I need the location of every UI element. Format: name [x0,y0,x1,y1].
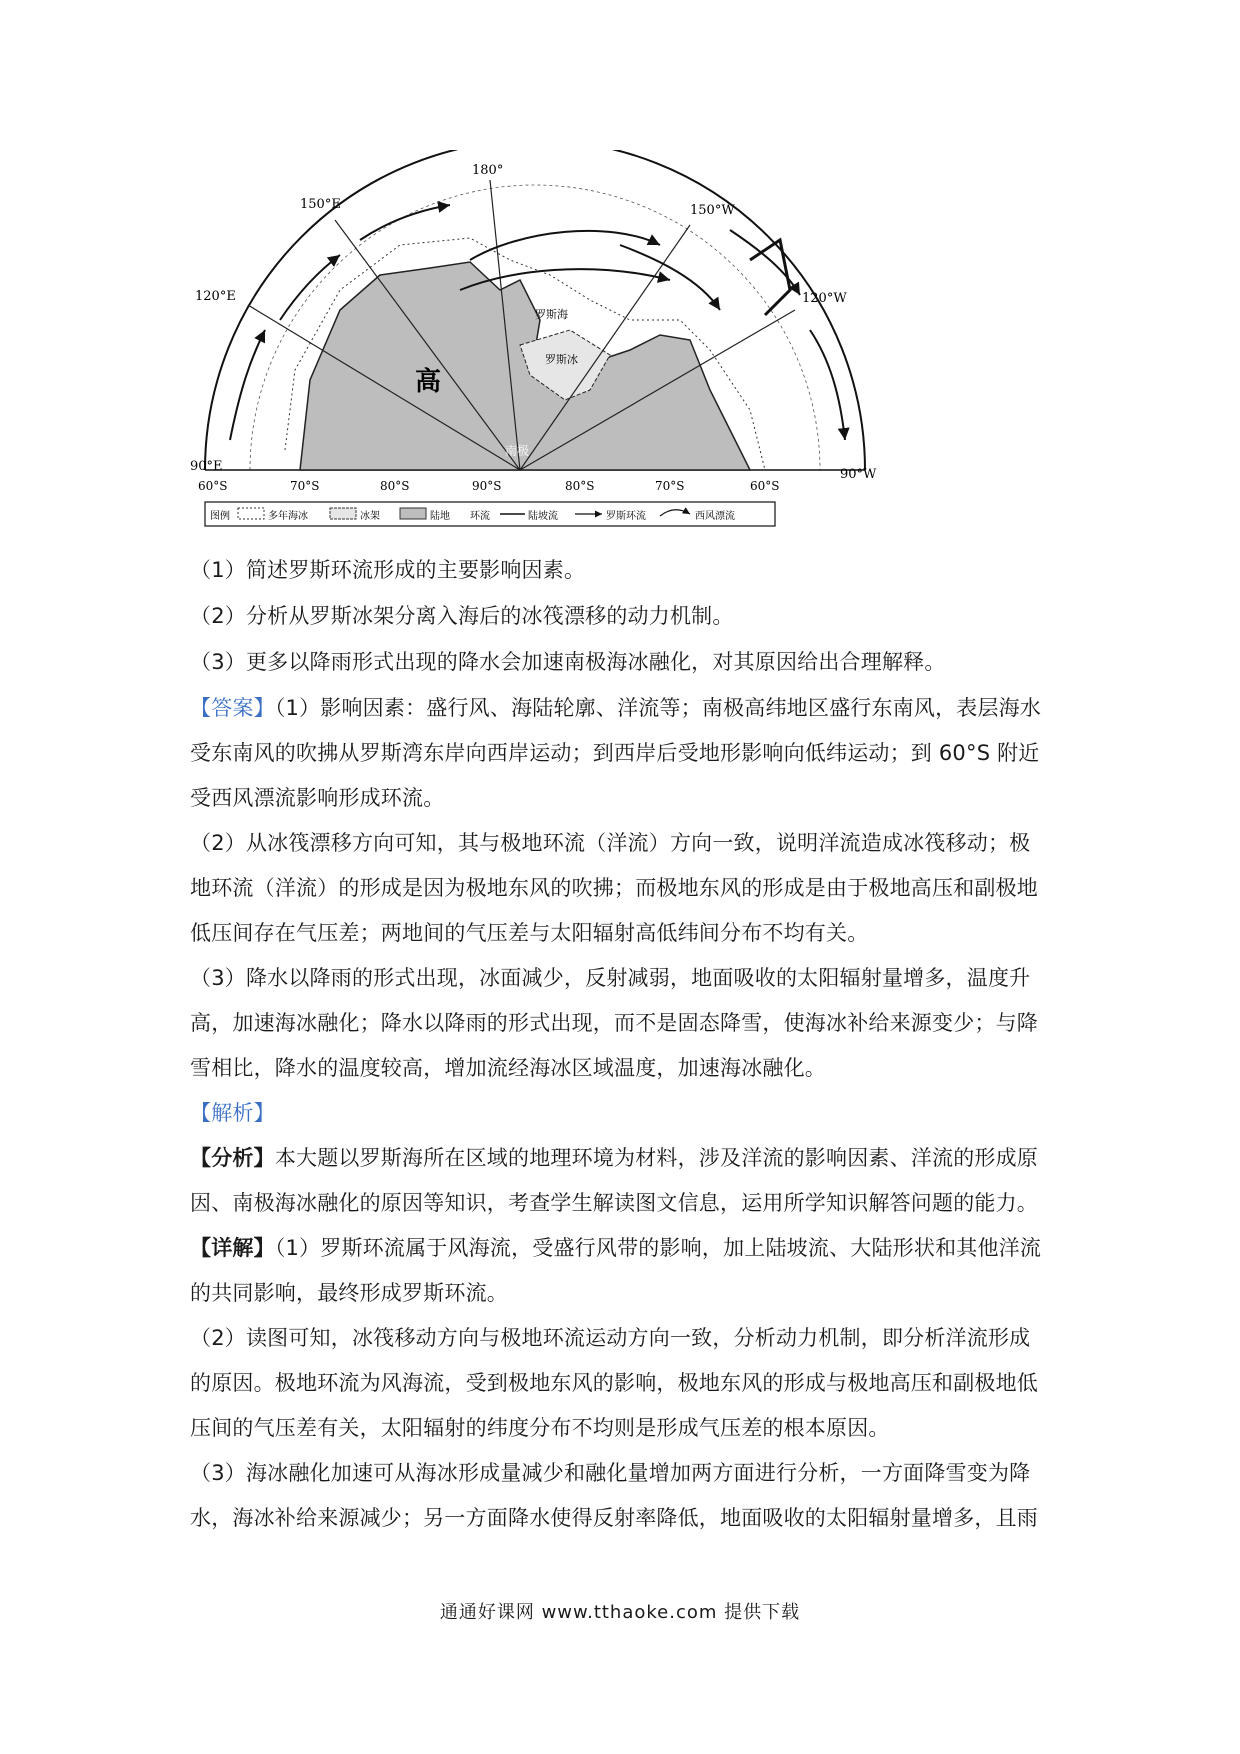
legend-ice-shelf: 冰架 [360,511,380,522]
answer-tag: 【答案】 [190,696,275,720]
question-1: （1）简述罗斯环流形成的主要影响因素。 [190,558,586,582]
answer-1 [190,686,1050,821]
answer-3: （3）降水以降雨的形式出现，冰面减少，反射减弱，地面吸收的太阳辐射量增多，温度升高，加速海冰融化；降水以降雨的形式出现，而不是固态降雪，使海冰补给来源变少；与降雪相比，降水的温度较高，增加流经海冰区域温度，加速海冰融化。 [190,966,1038,1080]
ross-gyre-arrow [470,231,660,260]
legend-land: 陆地 [430,511,450,522]
analysis-fenxi [190,1136,1050,1226]
meridian-120w: 120°W [802,291,847,306]
meridian-90e: 90°E [190,459,223,474]
label-nanji: 南极 [505,444,530,458]
slope-current-bracket [750,240,790,315]
lat-label: 60°S [750,479,780,493]
legend-title-right: 环流 [470,511,490,522]
question-2: （2）分析从罗斯冰架分离入海后的冰筏漂移的动力机制。 [190,604,734,628]
meridian-180: 180° [472,163,504,178]
meridian-90w: 90°W [840,467,877,482]
lat-label: 70°S [290,479,320,493]
lat-label: 60°S [198,479,228,493]
meridian-150e: 150°E [300,197,341,212]
page-footer: 通通好课网 www.tthaoke.com 提供下载 [439,1602,801,1623]
meridian-150w: 150°W [690,203,735,218]
label-gao: 高 [415,367,442,397]
analysis-tag: 【解析】 [190,1101,275,1125]
label-ross-ice-shelf: 罗斯冰 [545,353,578,366]
answer-2: （2）从冰筏漂移方向可知，其与极地环流（洋流）方向一致，说明洋流造成冰筏移动；极地环流（洋流）的形成是因为极地东风的吹拂；而极地东风的形成是由于极地高压和副极地低压间存在气压差；两地间的气压差与太阳辐射高低纬间分布不均有关。 [190,831,1038,945]
xiangjie-tag: 【详解】 [190,1236,275,1260]
antarctica-land [300,262,750,470]
analysis-detail-1 [190,1226,1050,1316]
legend-ross-gyre: 罗斯环流 [606,511,646,522]
legend-title-left: 图例 [210,511,230,522]
document-body [190,548,1050,1541]
answer-1-text: （1）影响因素：盛行风、海陆轮廓、洋流等；南极高纬地区盛行东南风，表层海水受东南风的吹拂从罗斯湾东岸向西岸运动；到西岸后受地形影响向低纬运动；到 60°S 附近受西风漂流影响形成环流。 [190,696,1042,810]
meridian-120e: 120°E [195,289,236,304]
label-ross-sea: 罗斯海 [535,308,568,321]
legend-west-wind-drift: 西风漂流 [695,511,735,522]
lat-label: 70°S [655,479,685,493]
legend-slope-current: 陆坡流 [528,511,558,522]
detail-1-text: （1）罗斯环流属于风海流，受盛行风带的影响，加上陆坡流、大陆形状和其他洋流的共同影响，最终形成罗斯环流。 [190,1236,1042,1305]
question-3: （3）更多以降雨形式出现的降水会加速南极海冰融化，对其原因给出合理解释。 [190,650,946,674]
analysis-detail-3: （3）海冰融化加速可从海冰形成量减少和融化量增加两方面进行分析，一方面降雪变为降水，海冰补给来源减少；另一方面降水使得反射率降低，地面吸收的太阳辐射量增多，且雨 [190,1461,1038,1530]
lat-label: 80°S [380,479,410,493]
map-legend [205,502,775,526]
legend-sea-ice: 多年海冰 [268,511,308,522]
lat-label: 90°S [472,479,502,493]
fenxi-tag: 【分析】 [190,1146,275,1170]
ross-sea-map [190,150,880,530]
fenxi-text: 本大题以罗斯海所在区域的地理环境为材料，涉及洋流的影响因素、洋流的形成原因、南极海冰融化的原因等知识，考查学生解读图文信息，运用所学知识解答问题的能力。 [190,1146,1039,1215]
lat-label: 80°S [565,479,595,493]
analysis-detail-2: （2）读图可知，冰筏移动方向与极地环流运动方向一致，分析动力机制，即分析洋流形成的原因。极地环流为风海流，受到极地东风的影响，极地东风的形成与极地高压和副极地低压间的气压差有关，太阳辐射的纬度分布不均则是形成气压差的根本原因。 [190,1326,1038,1440]
